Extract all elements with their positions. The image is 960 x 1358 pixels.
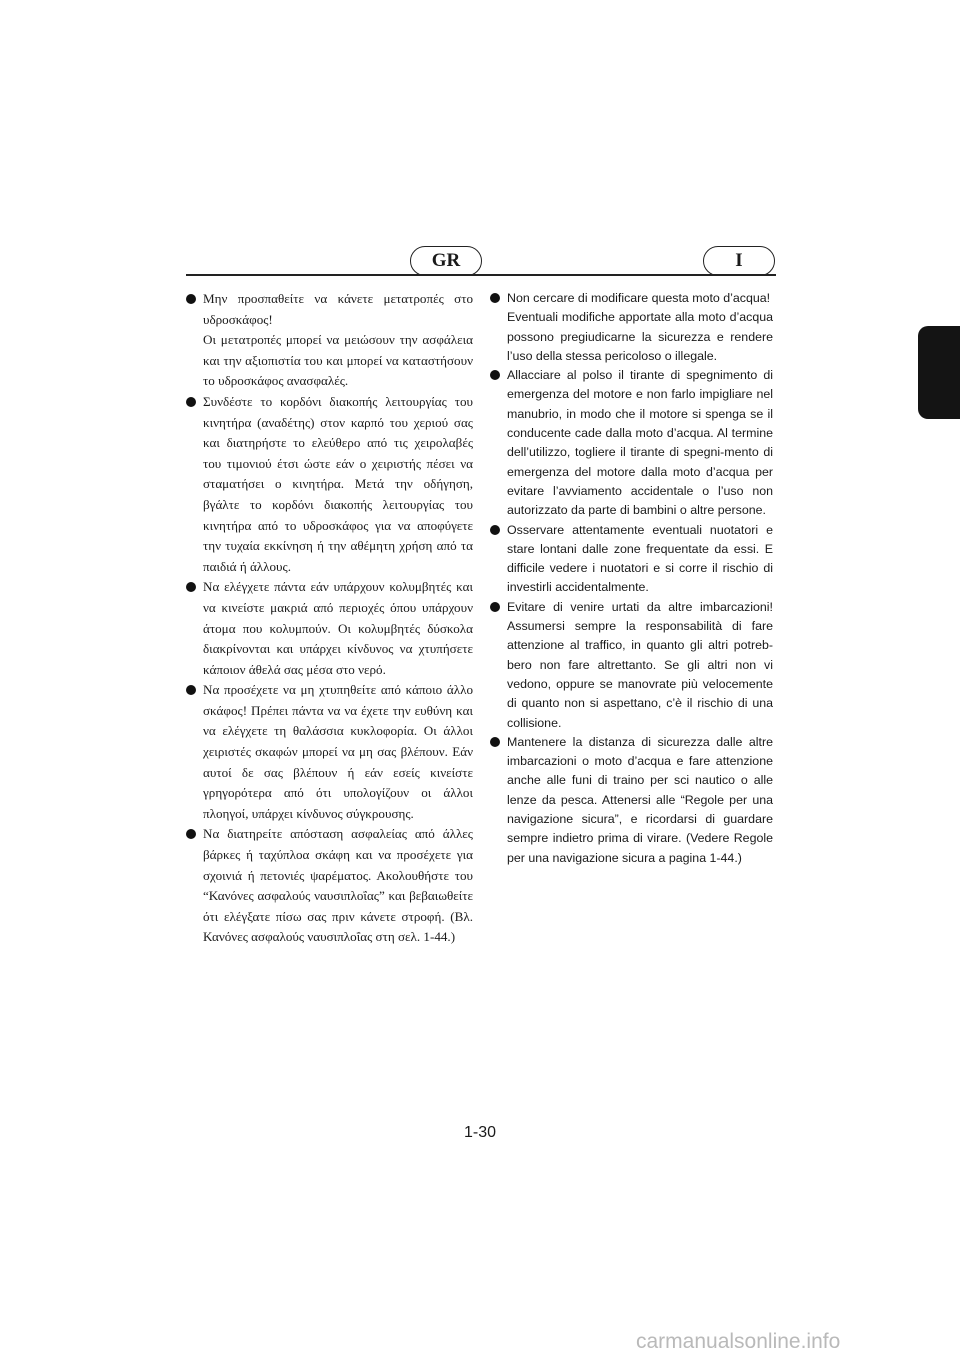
language-badge-i: I (703, 246, 775, 276)
item-title: Να ελέγχετε πάντα εάν υπάρχουν κολυμβητές και να κινείστε μακριά από περιοχές όπου υπάρχουν άτομα που κολυμπούν. Οι κολυμβητές δύσκολα διακρίνονται και υπάρχει κίνδυνος να χτυπήσετε κάποιον άθελά σας μέσα στο νερό. (203, 579, 473, 677)
language-badge-gr: GR (410, 246, 482, 276)
list-item (186, 577, 473, 680)
list-item (186, 392, 473, 577)
list-item (490, 521, 773, 598)
list-item (490, 366, 773, 520)
bullet-icon (186, 582, 196, 592)
item-title: Osservare attentamente eventuali nuotatori e stare lontani dalle zone frequentate da essi. E difficile vedere i nuotatori e si corre il rischio di investirli accidentalmente. (507, 522, 773, 595)
header-rule (186, 274, 776, 276)
italian-column (490, 289, 773, 868)
list-item (490, 598, 773, 733)
item-title: Να διατηρείτε απόσταση ασφαλείας από άλλες βάρκες ή ταχύπλοα σκάφη και να προσέχετε για σχοινιά ή πετονιές ψαρέματος. Ακολουθήστε του “Κανόνες ασφαλούς ναυσιπλοΐας” και βεβαιωθείτε ότι ελέγξατε πίσω σας πριν κάνετε στροφή. (Βλ. Κανόνες ασφαλούς ναυσιπλοΐας στη σελ. 1-44.) (203, 826, 473, 945)
section-thumb-tab (918, 326, 960, 419)
greek-column (186, 289, 473, 948)
watermark: carmanualsonline.info (636, 1330, 841, 1353)
list-item (186, 289, 473, 392)
bullet-icon (490, 602, 500, 612)
bullet-icon (186, 294, 196, 304)
item-title: Non cercare di modificare questa moto d’acqua! (507, 291, 771, 305)
bullet-icon (186, 685, 196, 695)
item-title: Allacciare al polso il tirante di spegnimento di emergenza del motore e non farlo impigliare nel manubrio, in modo che il motore si spenga se il conducente cade dalla moto d’acqua. Al termine dell’utilizzo, togliere il tirante di spegni-mento di emergenza del motore dalla moto d’acqua per evitare l’avviamento accidentale o l’uso non autorizzato da parte di bambini o altre persone. (507, 368, 773, 518)
bullet-icon (490, 525, 500, 535)
item-body: Οι μετατροπές μπορεί να μειώσουν την ασφάλεια και την αξιοπιστία του και μπορεί να καταστήσουν το υδροσκάφος ανασφαλές. (203, 332, 473, 389)
item-title: Evitare di venire urtati da altre imbarcazioni! Assumersi sempre la responsabilità di fare attenzione al traffico, in quanto gli altri potreb-bero non fare altrettanto. Se gli altri non vi vedono, oppure se manovrate più velocemente di quanto non si aspettano, c’è il rischio di una collisione. (507, 599, 773, 730)
list-item (186, 824, 473, 948)
item-title: Να προσέχετε να μη χτυπηθείτε από κάποιο άλλο σκάφος! Πρέπει πάντα να να έχετε την ευθύνη και να ελέγχετε τη θαλάσσια κυκλοφορία. Οι άλλοι χειριστές σκαφών μπορεί να μη σας βλέπουν. Εάν αυτοί δε σας βλέπουν ή εάν εσείς κινείστε γρηγορότερα από ότι υπολογίζουν οι άλλοι πλοηγοί, υπάρχει κίνδυνος σύγκρουσης. (203, 682, 473, 821)
bullet-icon (186, 829, 196, 839)
bullet-icon (186, 397, 196, 407)
list-item (490, 733, 773, 868)
bullet-icon (490, 293, 500, 303)
list-item (490, 289, 773, 366)
item-title: Mantenere la distanza di sicurezza dalle altre imbarcazioni o moto d’acqua e fare attenzione anche alle funi di traino per sci nautico o alle lenze da pesca. Attenersi alle “Regole per una navigazione sicura”, e ricordarsi di guardare sempre indietro prima di virare. (Vedere Regole per una navigazione sicura a pagina 1-44.) (507, 734, 773, 865)
list-item (186, 680, 473, 824)
item-body: Eventuali modifiche apportate alla moto d’acqua possono pregiudicarne la sicurezza e rendere l’uso della stessa pericoloso o illegale. (507, 310, 773, 363)
bullet-icon (490, 737, 500, 747)
item-title: Μην προσπαθείτε να κάνετε μετατροπές στο υδροσκάφος! (203, 291, 473, 327)
item-title: Συνδέστε το κορδόνι διακοπής λειτουργίας του κινητήρα (αναδέτης) στον καρπό του χεριού σας και διατηρήστε το ελεύθερο από τις χειρολαβές του τιμονιού έτσι ώστε εάν ο χειριστής πέσει να σταματήσει ο κινητήρα. Μετά την οδήγηση, βγάλτε το κορδόνι διακοπής λειτουργίας του κινητήρα από το υδροσκάφος για να αποφύγετε την τυχαία εκκίνηση ή την αθέμητη χρήση από τα παιδιά ή άλλους. (203, 393, 473, 574)
page-number: 1-30 (463, 1124, 497, 1141)
bullet-icon (490, 370, 500, 380)
